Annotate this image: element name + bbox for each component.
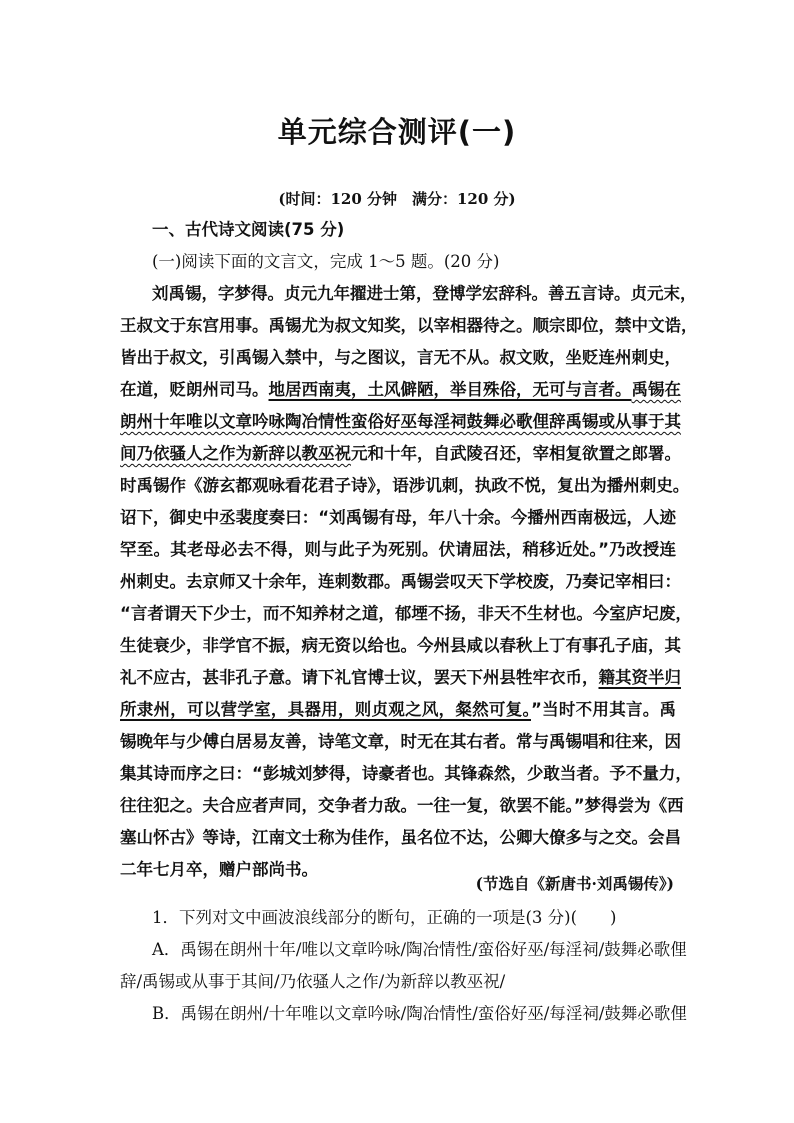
underlined-sentence: 所隶州，可以营学室，具器用，则贞观之风，粲然可复。: [120, 700, 531, 719]
wavy-underlined-text: 间乃依骚人之作为新辞以教巫祝: [120, 444, 351, 463]
passage-line: 王叔文于东宫用事。禹锡尤为叔文知奖，以宰相器待之。顺宗即位，禁中文诰，: [120, 316, 698, 335]
passage-text: 元和十年，自武陵召还，宰相复欲置之郎署。: [351, 444, 681, 463]
wavy-underlined-text: 朗州十年唯以文章吟咏陶冶情性蛮俗好巫每淫祠鼓舞必歌俚辞禹锡或从事于其: [120, 412, 681, 431]
passage-text: 礼不应古，甚非孔子意。请下礼官博士议，罢天下州县牲牢衣币，: [120, 668, 599, 687]
passage-line: 集其诗而序之曰：“彭城刘梦得，诗豪者也。其锋森然，少敢当者。予不量力，: [120, 764, 692, 783]
option-b: B．禹锡在朗州/十年唯以文章吟咏/陶冶情性/蛮俗好巫/每淫祠/鼓舞必歌俚: [152, 1004, 687, 1023]
option-a: A．禹锡在朗州十年/唯以文章吟咏/陶冶情性/蛮俗好巫/每淫祠/鼓舞必歌俚: [152, 940, 687, 959]
passage-line: 时禹锡作《游玄都观咏看花君子诗》，语涉讥刺，执政不悦，复出为播州刺史。: [120, 476, 690, 495]
option-a-continued: 辞/禹锡或从事于其间/乃依骚人之作/为新辞以教巫祝/: [120, 972, 506, 991]
page-title: 单元综合测评(一): [277, 115, 517, 149]
passage-text: 在道，贬朗州司马。: [120, 380, 269, 399]
passage-line: 州刺史。去京师又十余年，连刺数郡。禹锡尝叹天下学校废，乃奏记宰相曰：: [120, 572, 681, 591]
passage-line: 塞山怀古》等诗，江南文士称为佳作，虽名位不达，公卿大僚多与之交。会昌: [120, 828, 681, 847]
passage-line: [120, 698, 676, 722]
passage-line: [120, 666, 681, 690]
subsection-heading: (一)阅读下面的文言文，完成 1～5 题。(20 分): [152, 252, 500, 271]
exam-meta: (时间：120 分钟 满分：120 分): [278, 190, 516, 208]
passage-text: ”当时不用其言。禹: [531, 700, 676, 719]
question-stem: 1．下列对文中画波浪线部分的断句，正确的一项是(3 分)( ): [152, 908, 617, 927]
passage-line: 皆出于叔文，引禹锡入禁中，与之图议，言无不从。叔文败，坐贬连州刺史，: [120, 348, 681, 367]
underlined-sentence: 籍其资半归: [598, 668, 681, 687]
passage-line: 刘禹锡，字梦得。贞元九年擢进士第，登博学宏辞科。善五言诗。贞元末，: [152, 284, 697, 303]
passage-line: [120, 442, 681, 466]
source-citation: (节选自《新唐书·刘禹锡传》): [475, 874, 674, 893]
wavy-underlined-text: 禹锡在: [631, 380, 681, 399]
passage-line: 锡晚年与少傅白居易友善，诗笔文章，时无在其右者。常与禹锡唱和往来，因: [120, 732, 681, 751]
passage-line: “言者谓天下少士，而不知养材之道，郁堙不扬，非天不生材也。今室庐圮废，: [120, 604, 692, 623]
section-heading: 一、古代诗文阅读(75 分): [152, 220, 345, 239]
passage-line: 二年七月卒，赠户部尚书。: [120, 860, 318, 879]
passage-line: 生徒衰少，非学官不振，病无资以给也。今州县咸以春秋上丁有事孔子庙，其: [120, 636, 681, 655]
passage-line: [120, 378, 681, 402]
passage-line: 往往犯之。夫合应者声同，交争者力敌。一往一复，欲罢不能。”梦得尝为《西: [120, 796, 684, 815]
underlined-sentence: 地居西南夷，土风僻陋，举目殊俗，无可与言者。: [268, 380, 632, 399]
passage-line: 诏下，御史中丞裴度奏曰：“刘禹锡有母，年八十余。今播州西南极远，人迹: [120, 508, 676, 527]
passage-line: 罕至。其老母必去不得，则与此子为死别。伏请屈法，稍移近处。”乃改授连: [120, 540, 676, 559]
